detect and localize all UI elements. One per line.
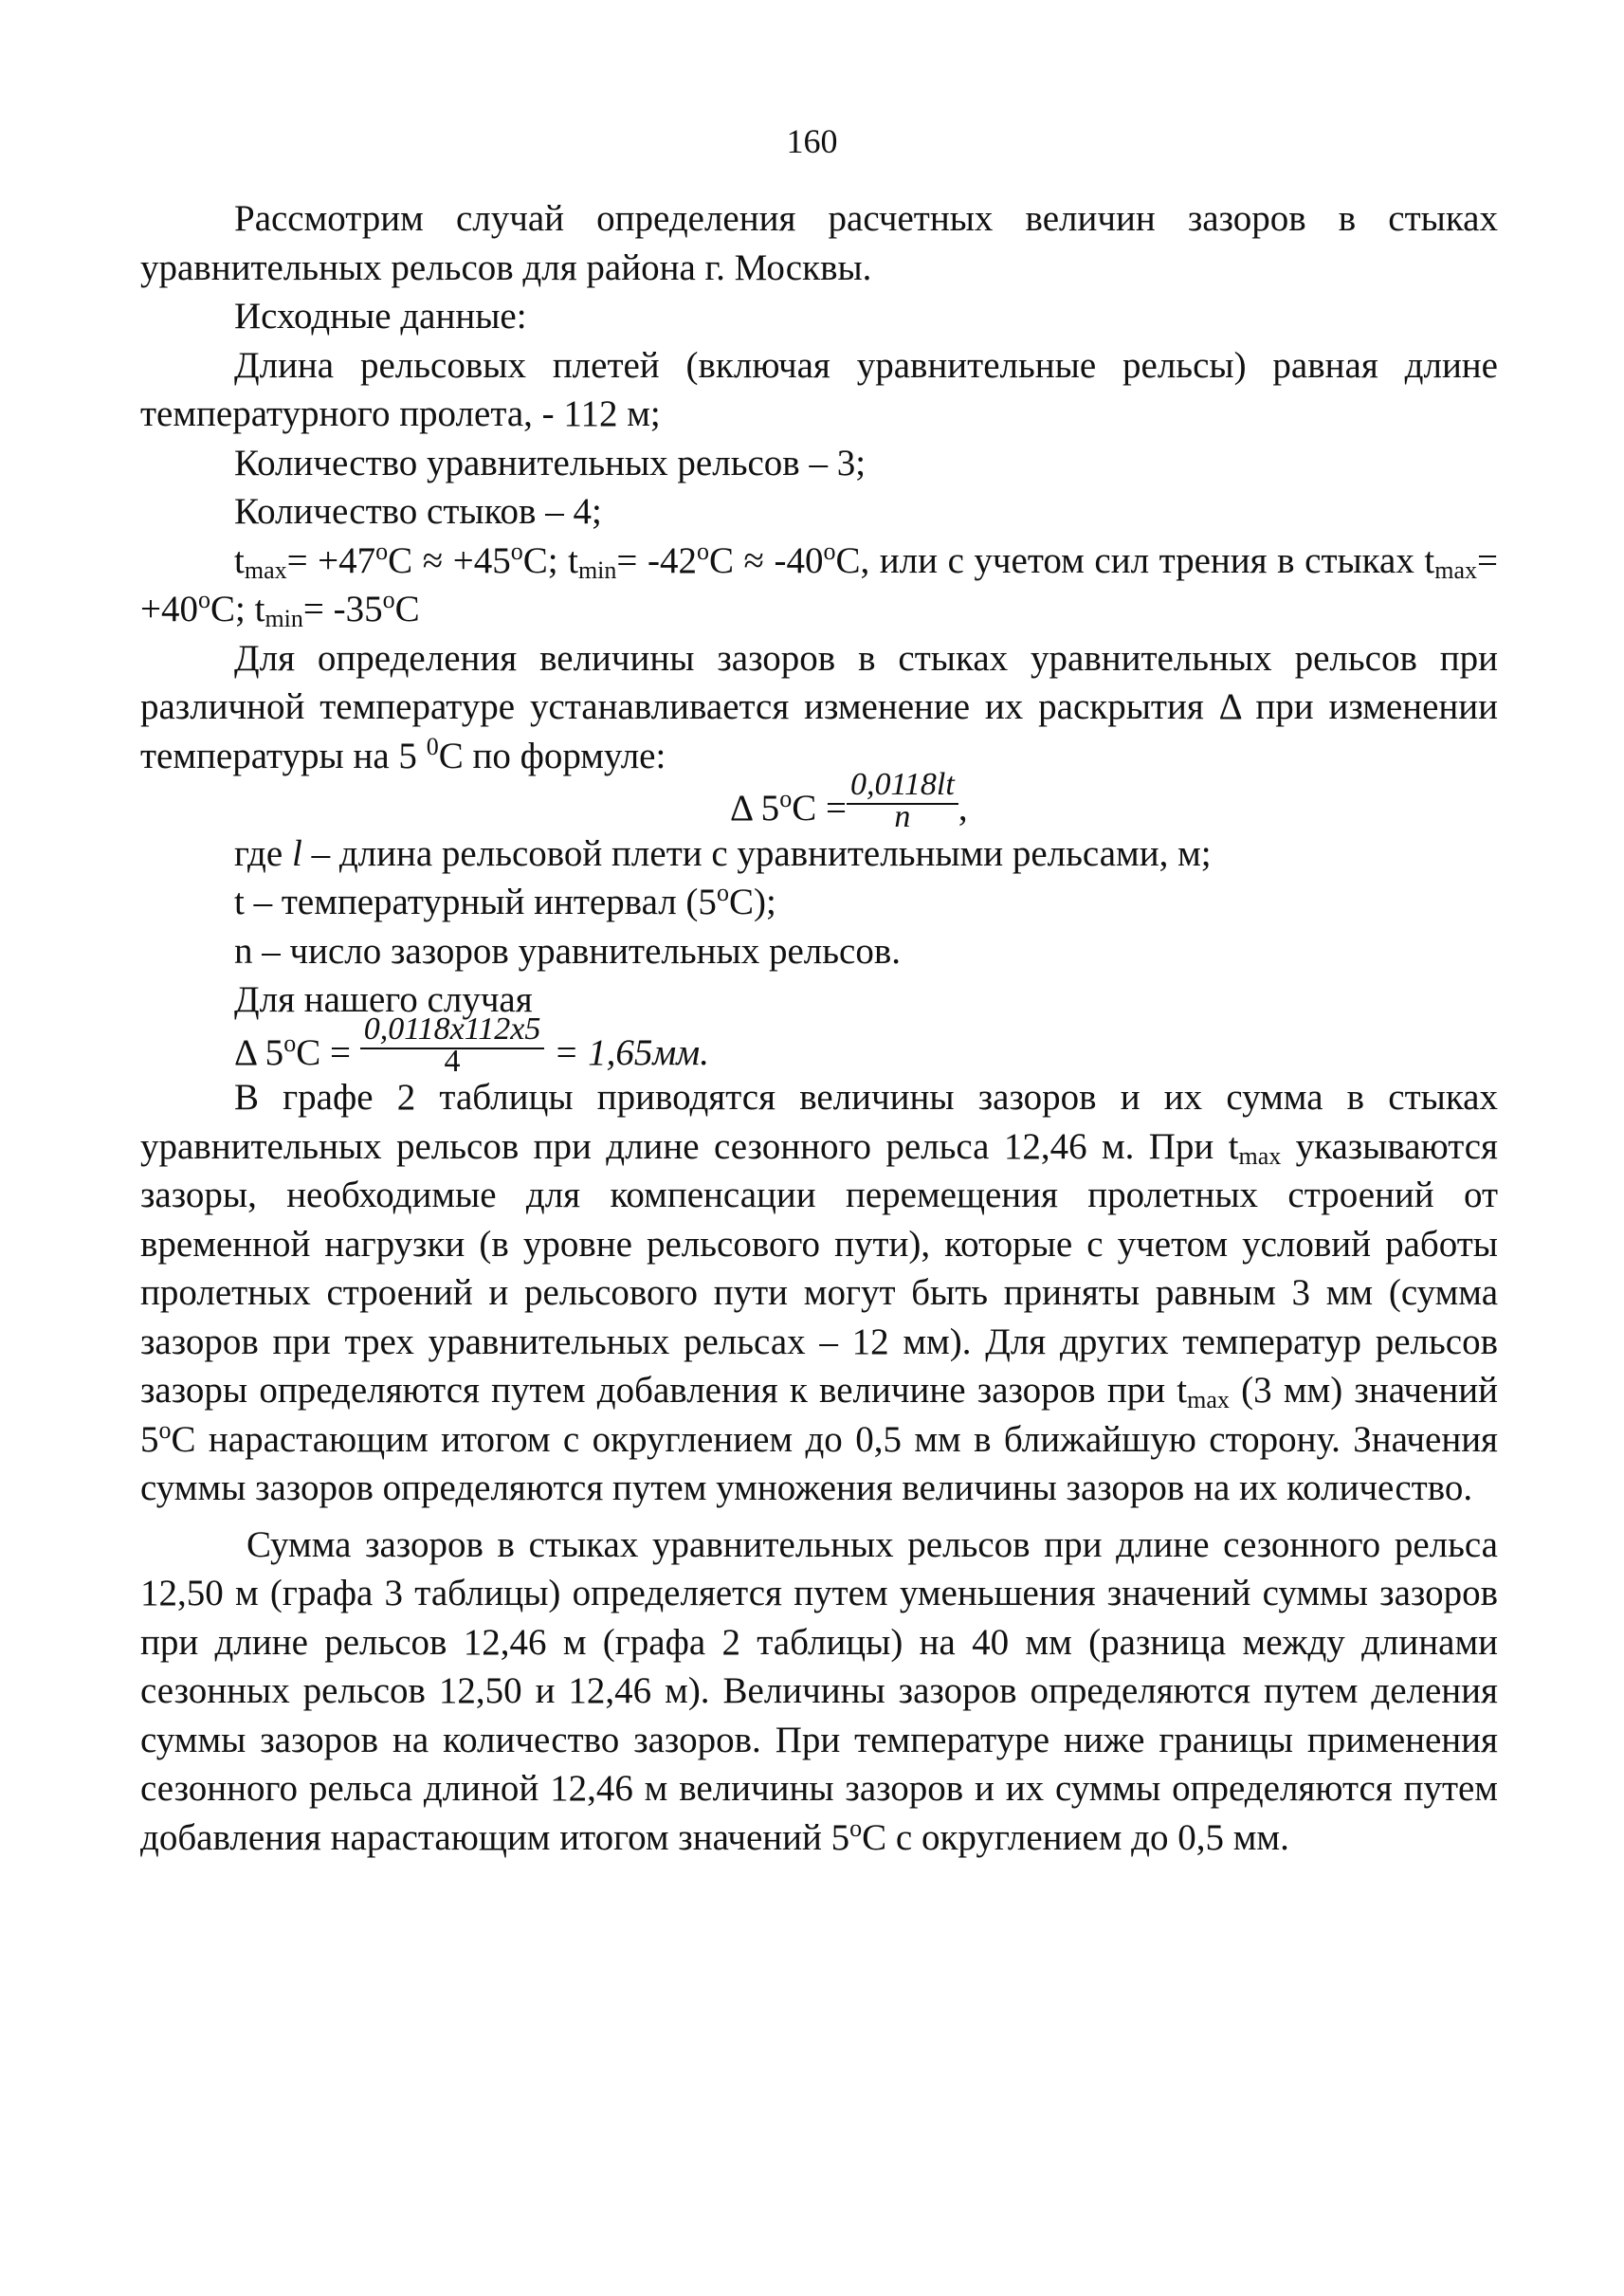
rail-count-paragraph: Количество уравнительных рельсов – 3; (234, 442, 867, 483)
example-numerator: 0,0118х112х5 (360, 1011, 545, 1049)
fraction-numerator: 0,0118lt (847, 767, 958, 805)
example-formula: Δ $5^оС$ = $\frac{0,0118х112х5}{4}$ = 1,65мм. (234, 1011, 709, 1079)
page-number: 160 (786, 122, 838, 160)
intro-paragraph: Рассмотрим случай определения расчетных величин зазоров в стыках уравнительных рельсов для района г. Москвы. (140, 198, 1498, 288)
fraction-denominator: n (894, 799, 911, 834)
temperature-paragraph: $t_{max}= +47^oC \approx +45^oC$; $t_{min}= -42^oC \approx -40^oC$, или с учетом сил трения в стыках $t_{max}= +40^oC$; $t_{min}= -35^oC$ (140, 537, 1499, 632)
example-heading: Для нашего случая (234, 979, 533, 1020)
definition-n: n – число зазоров уравнительных рельсов. (234, 930, 901, 972)
joint-count-paragraph: Количество стыков – 4; (234, 491, 602, 532)
formula-intro-paragraph: Для определения величины зазоров в стыках уравнительных рельсов при различной температуре устанавливается изменение их раскрытия Δ при изменении температуры на 5 $^0$С по формуле: (140, 637, 1498, 776)
length-paragraph: Длина рельсовых плетей (включая уравнительные рельсы) равная длине температурного пролета, - 112 м; (140, 344, 1498, 434)
definition-t: t – температурный интервал $(5^оС)$; (234, 879, 776, 922)
table-column2-paragraph: В графе 2 таблицы приводятся величины зазоров и их сумма в стыках уравнительных рельсов при длине сезонного рельса 12,46 м. При $t_{max}$ указываются зазоры, необходимые для компенсации перемещения пролетных строений от временной нагрузки (в уровне рельсового пути), которые с учетом условий работы пролетных строений и рельсового пути могут быть приняты равным 3 мм (сумма зазоров при трех уравнительных рельсах – 12 мм). Для других температур рельсов зазоры определяются путем добавления к величине зазоров при $t_{max}$ (3 мм) значений $5^оС$ нарастающим итогом с округлением до 0,5 мм в ближайшую сторону. Значения суммы зазоров определяются путем умножения величины зазоров на их количество. (140, 1077, 1498, 1508)
input-data-heading: Исходные данные: (234, 296, 527, 337)
example-fraction (360, 1011, 545, 1079)
formula-fraction (847, 767, 958, 834)
definition-l: где l – длина рельсовой плети с уравнительными рельсами, м; (234, 832, 1212, 874)
document-body (140, 194, 1498, 1862)
example-result: = 1,65мм. (554, 1031, 709, 1073)
gap-change-formula: Δ $5^оС$ = $\frac{0,0118lt}{n}$ , (730, 767, 968, 834)
example-denominator: 4 (444, 1043, 461, 1079)
table-column3-paragraph: Сумма зазоров в стыках уравнительных рельсов при длине сезонного рельса 12,50 м (графа 3 таблицы) определяется путем уменьшения значений суммы зазоров при длине рельсов 12,46 м (графа 2 таблицы) на 40 мм (разница между длинами сезонных рельсов 12,50 и 12,46 м). Величины зазоров определяются путем деления суммы зазоров на количество зазоров. При температуре ниже границы применения сезонного рельса длиной 12,46 м величины зазоров и их суммы определяются путем добавления нарастающим итогом значений $5^оС$ с округлением до 0,5 мм. (140, 1523, 1498, 1858)
